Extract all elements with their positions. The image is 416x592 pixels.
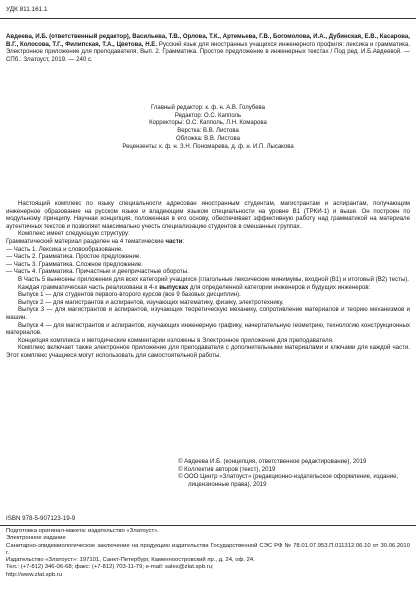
bold-term: части: [165, 237, 183, 245]
issue-item: Выпуск 2 — для магистрантов и аспирантов, изучающих математику, физику, электротехнику.: [18, 298, 284, 306]
paragraph: Концепция комплекса и методические комментарии изложены в Электронное приложение для преподавателя.: [18, 336, 334, 344]
part-item: — Часть 3. Грамматика. Сложное предложение.: [6, 260, 143, 268]
catalog-description: Русский язык для иностранных учащихся инженерного профиля: лексика и грамматика. Электронное приложение для преподавателя. Вып. 2. Грамматика. Простое предложение в инженерных текстах / Под ред. И.Б.Авдеевой. — СПб.: Златоуст, 2019. — 240 с.: [6, 40, 410, 63]
imprint-line: http://www.zlat.spb.ru: [6, 571, 62, 578]
abstract-body: [6, 200, 410, 359]
bold-term: выпусках: [159, 283, 189, 291]
text-run: Каждая грамматическая часть реализована в 4-х: [18, 283, 160, 291]
udk-code: УДК 811.161.1: [6, 6, 48, 13]
imprint-line: Издательство «Златоуст»: 197101, Санкт-Петербург, Каменноостровский пр., д. 24, оф. 24.: [6, 557, 255, 564]
credit-line: Рецензенты: к. ф. н. З.Н. Пономарева, д. ф. н. И.П. Лысакова: [122, 143, 294, 150]
catalog-authors: Авдеева, И.Б. (ответственный редактор), Васильева, Т.В., Орлова, Т.К., Артемьева, Г.В., Богомолова, И.А., Дубинская, Е.В., Касарова, В.Г., Колосова, Т.Г., Филипская, Т.А., Цветова, Н.Е.: [6, 33, 410, 48]
credit-line: Корректоры: О.С. Капполь, Л.Н. Комарова: [149, 120, 267, 127]
credit-line: Обложка: В.В. Листова: [176, 135, 240, 142]
imprint-line: Электронное издание: [6, 535, 66, 542]
text-run: для определенной категории инженеров и будущих инженеров:: [188, 283, 371, 291]
paragraph: [6, 238, 410, 246]
part-item: — Часть 1. Лексика и словообразование.: [6, 245, 124, 253]
imprint-line: Подготовка оригинал-макета: издательство «Златоуст».: [6, 528, 160, 534]
issue-item: Выпуск 4 — для магистрантов и аспирантов, изучающих инженерную графику, начертательную геометрию, технологию конструкционных материалов.: [6, 321, 410, 337]
paragraph: В Часть 5 вынесены приложения для всех категорий учащихся (глагольные лексические минимумы, входной (В1) и итоговый (В2) тесты).: [18, 275, 409, 283]
text-run: :: [182, 237, 185, 245]
credit-line: Верстка: В.В. Листова: [177, 128, 239, 135]
catalog-record: [6, 33, 410, 63]
paragraph: Настоящий комплекс по языку специальности адресован иностранным студентам, магистрантам и аспирантам, получающим инженерное образование на русском языке и владеющим языком специальности на уровне В1 (ТРКИ-1) и выше. Он построен по модульному принципу. Научная концепция, положенная в его основу, обеспечивает эффективную работу над грамматикой на материале аутентичных текстов и позволяет максимально учесть специализацию студентов в смешанных группах.: [6, 200, 410, 230]
copyright-block: [178, 458, 410, 488]
paragraph: Комплекс включает также электронное приложение для преподавателя с дополнительными материалами и ключами для каждой части. Этот комплекс учащиеся могут использовать для самостоятельной работы.: [6, 344, 410, 359]
copyright-line: © Коллектив авторов (текст), 2019: [178, 465, 276, 473]
copyright-line: © Авдеева И.Б. (концепция, ответственное редактирование), 2019: [178, 458, 367, 465]
copyright-line: © ООО Центр «Златоуст» (редакционно-издательское оформление, издание, лицензионные права), 2019: [178, 473, 399, 488]
issue-item: Выпуск 3 — для магистрантов и аспирантов, изучающих теоретическую механику, сопротивление материалов и теорию механизмов и машин.: [6, 306, 410, 321]
paragraph: Комплекс имеет следующую структуру:: [18, 230, 130, 238]
top-divider: [0, 18, 416, 19]
credits-block: [40, 105, 376, 151]
imprint-line: Тел.: (+7-812) 346-06-68; факс: (+7-812) 703-11-79; e-mail: sales@zlat.spb.ru;: [6, 564, 214, 571]
credit-line: Главный редактор: к. ф. н. А.В. Голубева: [150, 105, 265, 111]
isbn: ISBN 978-5-907123-19-9: [6, 515, 76, 522]
issue-item: Выпуск 1 — для студентов первого-второго курсов (все 9 базовых дисциплин).: [18, 291, 241, 299]
bottom-divider: [0, 525, 416, 526]
part-item: — Часть 4. Грамматика. Причастные и деепричастные обороты.: [6, 268, 189, 276]
credit-line: Редактор: О.С. Капполь: [174, 112, 242, 119]
text-run: Грамматический материал разделен на 4 тематические: [6, 237, 166, 245]
paragraph: [6, 284, 410, 292]
imprint-block: [6, 528, 410, 579]
part-item: — Часть 2. Грамматика. Простое предложение.: [6, 253, 142, 261]
imprint-line: Санитарно-эпидемиологическое заключение на продукцию издательства Государственной СЭС РФ № 78.01.07.953.П.011312.06.10 от 30.06.2010 г.: [6, 542, 410, 556]
